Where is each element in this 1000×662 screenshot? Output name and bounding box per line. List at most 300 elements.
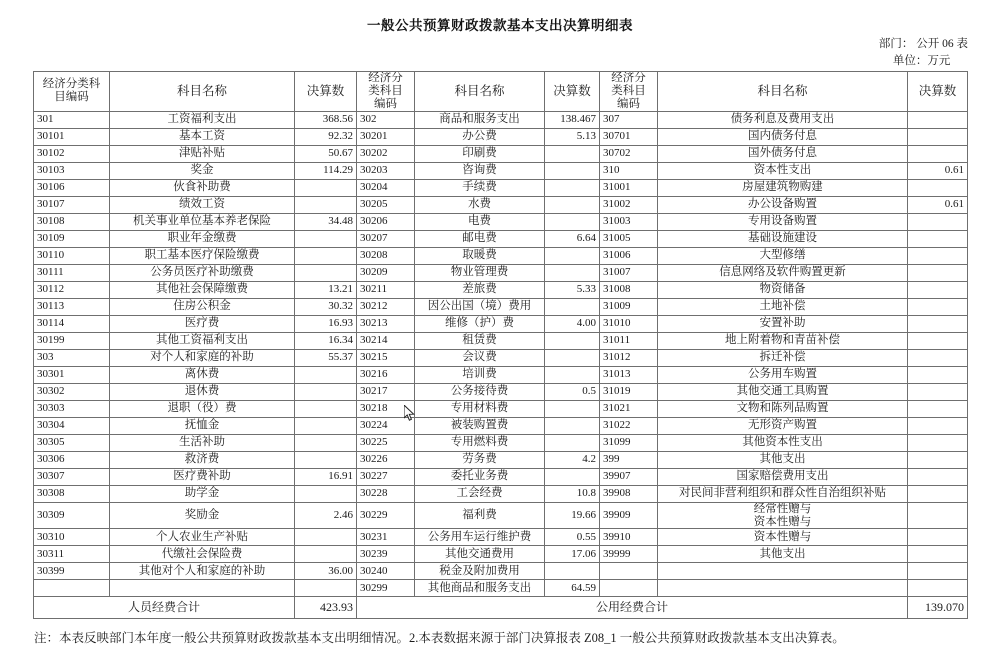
row-name-col2: 差旅费 (415, 281, 545, 298)
row-amount-col1: 16.34 (295, 332, 357, 349)
header-amount-1: 决算数 (295, 72, 357, 112)
row-name-col3: 资本性赠与 (658, 529, 908, 546)
row-code-col1: 30102 (34, 145, 110, 162)
row-amount-col2: 5.13 (545, 128, 600, 145)
table-row (34, 315, 968, 332)
row-code-col3: 31010 (600, 315, 658, 332)
row-code-col2: 30213 (357, 315, 415, 332)
row-code-col3: 39910 (600, 529, 658, 546)
row-code-col1: 30302 (34, 383, 110, 400)
row-amount-col1: 16.93 (295, 315, 357, 332)
table-row (34, 162, 968, 179)
table-row (34, 111, 968, 128)
row-amount-col2: 6.64 (545, 230, 600, 247)
row-name-col1: 离休费 (110, 366, 295, 383)
row-code-col2: 30299 (357, 580, 415, 597)
table-row (34, 332, 968, 349)
header-code-2 (357, 72, 415, 112)
row-code-col2: 30206 (357, 213, 415, 230)
row-amount-col1: 36.00 (295, 563, 357, 580)
row-code-col1: 303 (34, 349, 110, 366)
row-amount-col1: 2.46 (295, 502, 357, 529)
row-code-col2: 30225 (357, 434, 415, 451)
header-code-1-line2: 目编码 (54, 91, 89, 104)
row-amount-col1: 30.32 (295, 298, 357, 315)
row-amount-col3 (908, 213, 968, 230)
row-name-col1: 住房公积金 (110, 298, 295, 315)
row-amount-col3 (908, 451, 968, 468)
row-amount-col2 (545, 298, 600, 315)
row-amount-col2 (545, 179, 600, 196)
row-amount-col2 (545, 145, 600, 162)
row-name-col1: 助学金 (110, 485, 295, 502)
row-name-col3: 办公设备购置 (658, 196, 908, 213)
row-code-col3: 31011 (600, 332, 658, 349)
row-code-col1: 30112 (34, 281, 110, 298)
row-code-col1: 30109 (34, 230, 110, 247)
row-amount-col2 (545, 366, 600, 383)
row-amount-col2: 4.00 (545, 315, 600, 332)
row-name-col1: 退休费 (110, 383, 295, 400)
row-name-col1: 代缴社会保险费 (110, 546, 295, 563)
row-amount-col1 (295, 383, 357, 400)
row-amount-col2: 138.467 (545, 111, 600, 128)
table-row (34, 145, 968, 162)
header-code-3-line1: 经济分 (611, 72, 646, 84)
row-code-col3: 31005 (600, 230, 658, 247)
row-name-col1: 绩效工资 (110, 196, 295, 213)
table-row (34, 213, 968, 230)
row-name-col2: 劳务费 (415, 451, 545, 468)
row-amount-col3 (908, 264, 968, 281)
row-amount-col1 (295, 580, 357, 597)
row-code-col2: 30214 (357, 332, 415, 349)
public-total-label: 公用经费合计 (357, 597, 908, 619)
row-amount-col2 (545, 264, 600, 281)
table-row (34, 128, 968, 145)
row-name-col2: 被装购置费 (415, 417, 545, 434)
row-name-col2: 培训费 (415, 366, 545, 383)
row-amount-col3 (908, 529, 968, 546)
row-name-col2: 办公费 (415, 128, 545, 145)
row-code-col3: 31008 (600, 281, 658, 298)
row-amount-col3 (908, 247, 968, 264)
row-amount-col2: 0.55 (545, 529, 600, 546)
row-code-col1: 30304 (34, 417, 110, 434)
row-name-col1: 其他工资福利支出 (110, 332, 295, 349)
row-code-col1: 30305 (34, 434, 110, 451)
row-name-col1: 其他社会保障缴费 (110, 281, 295, 298)
totals-row (34, 597, 968, 619)
row-amount-col2 (545, 196, 600, 213)
row-code-col3: 39908 (600, 485, 658, 502)
row-code-col2: 30218 (357, 400, 415, 417)
row-name-col3: 房屋建筑物购建 (658, 179, 908, 196)
row-amount-col1 (295, 529, 357, 546)
row-name-col2: 电费 (415, 213, 545, 230)
row-amount-col1: 34.48 (295, 213, 357, 230)
row-code-col1: 30301 (34, 366, 110, 383)
table-row (34, 196, 968, 213)
row-name-col3: 信息网络及软件购置更新 (658, 264, 908, 281)
row-code-col3: 31099 (600, 434, 658, 451)
row-name-col1: 个人农业生产补贴 (110, 529, 295, 546)
row-name-col3: 其他支出 (658, 451, 908, 468)
row-amount-col3: 0.61 (908, 196, 968, 213)
row-name-col3: 国家赔偿费用支出 (658, 468, 908, 485)
table-footer (34, 597, 968, 619)
row-code-col2: 30239 (357, 546, 415, 563)
row-code-col1: 30113 (34, 298, 110, 315)
row-name-col2: 咨询费 (415, 162, 545, 179)
row-name-col1 (110, 580, 295, 597)
row-name-col2: 委托业务费 (415, 468, 545, 485)
row-code-col2: 30216 (357, 366, 415, 383)
row-amount-col3: 0.61 (908, 162, 968, 179)
row-code-col2: 30224 (357, 417, 415, 434)
row-code-col1: 30308 (34, 485, 110, 502)
row-name-col2: 租赁费 (415, 332, 545, 349)
row-amount-col2: 10.8 (545, 485, 600, 502)
row-code-col1: 30114 (34, 315, 110, 332)
row-amount-col3 (908, 179, 968, 196)
row-amount-col1 (295, 546, 357, 563)
row-name-col2: 维修（护）费 (415, 315, 545, 332)
header-name-1: 科目名称 (110, 72, 295, 112)
table-row (34, 468, 968, 485)
row-code-col2: 30205 (357, 196, 415, 213)
row-name-col3: 无形资产购置 (658, 417, 908, 434)
public-total-value: 139.070 (908, 597, 968, 619)
row-amount-col1 (295, 485, 357, 502)
row-code-col2: 302 (357, 111, 415, 128)
row-amount-col1: 13.21 (295, 281, 357, 298)
table-row (34, 230, 968, 247)
row-code-col2: 30209 (357, 264, 415, 281)
row-amount-col2: 4.2 (545, 451, 600, 468)
table-row (34, 580, 968, 597)
row-amount-col1 (295, 417, 357, 434)
row-amount-col3 (908, 468, 968, 485)
table-row (34, 349, 968, 366)
row-name-col1: 医疗费补助 (110, 468, 295, 485)
row-name-col3: 专用设备购置 (658, 213, 908, 230)
row-name-col1: 工资福利支出 (110, 111, 295, 128)
row-amount-col3 (908, 400, 968, 417)
row-name-col3: 土地补偿 (658, 298, 908, 315)
row-code-col1: 30110 (34, 247, 110, 264)
row-name-col3 (658, 580, 908, 597)
table-header (34, 72, 968, 112)
row-code-col1 (34, 580, 110, 597)
row-name-col2: 其他商品和服务支出 (415, 580, 545, 597)
header-code-3-line3: 编码 (617, 97, 640, 110)
row-amount-col1: 16.91 (295, 468, 357, 485)
row-amount-col1 (295, 264, 357, 281)
row-code-col2: 30204 (357, 179, 415, 196)
row-amount-col2: 64.59 (545, 580, 600, 597)
row-name-col3: 国外债务付息 (658, 145, 908, 162)
row-name-col2: 邮电费 (415, 230, 545, 247)
row-code-col1: 30306 (34, 451, 110, 468)
row-code-col3: 31001 (600, 179, 658, 196)
footer-note: 注：本表反映部门本年度一般公共预算财政拨款基本支出明细情况。2.本表数据来源于部门决算报表 Z08_1 一般公共预算财政拨款基本支出决算表。 (34, 631, 845, 645)
row-amount-col2: 17.06 (545, 546, 600, 563)
row-code-col2: 30203 (357, 162, 415, 179)
row-amount-col1 (295, 434, 357, 451)
row-amount-col2 (545, 468, 600, 485)
row-amount-col3 (908, 417, 968, 434)
row-code-col3: 39907 (600, 468, 658, 485)
row-name-col3: 文物和陈列品购置 (658, 400, 908, 417)
header-code-1-line1: 经济分类科 (42, 78, 101, 91)
row-name-col3 (658, 563, 908, 580)
row-name-col1: 对个人和家庭的补助 (110, 349, 295, 366)
row-amount-col2 (545, 349, 600, 366)
row-amount-col2 (545, 417, 600, 434)
row-code-col3: 399 (600, 451, 658, 468)
row-code-col3: 310 (600, 162, 658, 179)
row-name-col3: 债务利息及费用支出 (658, 111, 908, 128)
row-amount-col3 (908, 315, 968, 332)
row-amount-col2 (545, 332, 600, 349)
row-code-col1: 30106 (34, 179, 110, 196)
row-amount-col3 (908, 128, 968, 145)
row-amount-col1: 50.67 (295, 145, 357, 162)
row-code-col2: 30229 (357, 502, 415, 529)
row-code-col2: 30211 (357, 281, 415, 298)
header-code-2-line1: 经济分 (368, 72, 403, 84)
document-meta (879, 36, 968, 70)
table-row (34, 179, 968, 196)
table-row (34, 451, 968, 468)
table-row (34, 383, 968, 400)
row-name-col2: 水费 (415, 196, 545, 213)
row-name-col1: 职工基本医疗保险缴费 (110, 247, 295, 264)
row-amount-col2: 0.5 (545, 383, 600, 400)
row-code-col1: 30103 (34, 162, 110, 179)
table-row (34, 247, 968, 264)
row-code-col3: 31007 (600, 264, 658, 281)
row-name-col1: 奖金 (110, 162, 295, 179)
row-name-col1: 医疗费 (110, 315, 295, 332)
row-name-col2: 印刷费 (415, 145, 545, 162)
row-amount-col1: 114.29 (295, 162, 357, 179)
row-name-col3: 公务用车购置 (658, 366, 908, 383)
row-amount-col1 (295, 247, 357, 264)
row-code-col3 (600, 563, 658, 580)
row-amount-col3 (908, 502, 968, 529)
row-name-col1: 奖励金 (110, 502, 295, 529)
table-row (34, 563, 968, 580)
header-code-1 (34, 72, 110, 112)
row-name-col3: 国内债务付息 (658, 128, 908, 145)
row-code-col1: 30111 (34, 264, 110, 281)
row-code-col3: 39909 (600, 502, 658, 529)
meta-department: 部门： 公开 06 表 (878, 38, 968, 50)
row-code-col1: 301 (34, 111, 110, 128)
personnel-total-label: 人员经费合计 (34, 597, 295, 619)
row-name-col2: 税金及附加费用 (415, 563, 545, 580)
row-amount-col3 (908, 230, 968, 247)
row-name-col1: 救济费 (110, 451, 295, 468)
row-name-col2: 公务接待费 (415, 383, 545, 400)
row-name-col1: 公务员医疗补助缴费 (110, 264, 295, 281)
row-name-col3: 安置补助 (658, 315, 908, 332)
row-name-col1: 职业年金缴费 (110, 230, 295, 247)
header-amount-2: 决算数 (545, 72, 600, 112)
table-row (34, 281, 968, 298)
row-code-col3: 31019 (600, 383, 658, 400)
row-amount-col3 (908, 485, 968, 502)
row-amount-col1: 55.37 (295, 349, 357, 366)
row-code-col3: 39999 (600, 546, 658, 563)
row-code-col3: 30701 (600, 128, 658, 145)
row-amount-col3 (908, 434, 968, 451)
row-amount-col3 (908, 332, 968, 349)
row-code-col3: 31006 (600, 247, 658, 264)
row-code-col3: 31012 (600, 349, 658, 366)
row-name-col1: 津贴补贴 (110, 145, 295, 162)
row-name-col2: 取暖费 (415, 247, 545, 264)
row-code-col3: 31009 (600, 298, 658, 315)
row-name-col1: 基本工资 (110, 128, 295, 145)
row-name-col2: 物业管理费 (415, 264, 545, 281)
row-amount-col3 (908, 298, 968, 315)
row-amount-col3 (908, 563, 968, 580)
row-code-col2: 30240 (357, 563, 415, 580)
row-amount-col1: 368.56 (295, 111, 357, 128)
row-name-col2: 手续费 (415, 179, 545, 196)
row-name-col3: 拆迁补偿 (658, 349, 908, 366)
table-row (34, 529, 968, 546)
row-name-col2: 公务用车运行维护费 (415, 529, 545, 546)
row-name-col3: 对民间非营利组织和群众性自治组织补贴 (658, 485, 908, 502)
row-amount-col1 (295, 451, 357, 468)
row-code-col2: 30215 (357, 349, 415, 366)
row-code-col1: 30399 (34, 563, 110, 580)
row-amount-col1 (295, 179, 357, 196)
row-name-col2: 专用材料费 (415, 400, 545, 417)
row-code-col2: 30208 (357, 247, 415, 264)
row-code-col3: 30702 (600, 145, 658, 162)
row-amount-col1 (295, 196, 357, 213)
row-amount-col2 (545, 162, 600, 179)
budget-table (33, 71, 968, 619)
meta-unit: 单位：万元 (892, 55, 951, 67)
row-code-col3: 31003 (600, 213, 658, 230)
row-code-col1: 30101 (34, 128, 110, 145)
row-code-col3: 31002 (600, 196, 658, 213)
row-code-col1: 30303 (34, 400, 110, 417)
row-code-col3: 31022 (600, 417, 658, 434)
row-amount-col2: 19.66 (545, 502, 600, 529)
header-name-2: 科目名称 (415, 72, 545, 112)
row-code-col1: 30310 (34, 529, 110, 546)
row-amount-col3 (908, 281, 968, 298)
table-row (34, 366, 968, 383)
header-name-3: 科目名称 (658, 72, 908, 112)
row-code-col2: 30202 (357, 145, 415, 162)
row-amount-col1: 92.32 (295, 128, 357, 145)
row-name-col2: 其他交通费用 (415, 546, 545, 563)
row-name-col2: 专用燃料费 (415, 434, 545, 451)
row-name-col3: 资本性支出 (658, 162, 908, 179)
row-name-col3: 其他资本性支出 (658, 434, 908, 451)
row-code-col1: 30108 (34, 213, 110, 230)
row-name-col3: 基础设施建设 (658, 230, 908, 247)
table-row (34, 400, 968, 417)
row-code-col2: 30228 (357, 485, 415, 502)
row-code-col3: 307 (600, 111, 658, 128)
row-amount-col3 (908, 383, 968, 400)
row-code-col1: 30311 (34, 546, 110, 563)
row-code-col2: 30207 (357, 230, 415, 247)
row-name-col1: 其他对个人和家庭的补助 (110, 563, 295, 580)
row-amount-col3 (908, 145, 968, 162)
row-amount-col3 (908, 349, 968, 366)
row-code-col2: 30212 (357, 298, 415, 315)
table-body (34, 111, 968, 597)
personnel-total-value: 423.93 (295, 597, 357, 619)
row-name-col1: 抚恤金 (110, 417, 295, 434)
table-row (34, 502, 968, 529)
table-row (34, 264, 968, 281)
row-amount-col2: 5.33 (545, 281, 600, 298)
table-row (34, 485, 968, 502)
row-name-col2: 因公出国（境）费用 (415, 298, 545, 315)
row-code-col2: 30227 (357, 468, 415, 485)
row-name-col3: 经常性赠与 资本性赠与 (658, 502, 908, 529)
row-amount-col3 (908, 366, 968, 383)
header-code-2-line3: 编码 (374, 97, 397, 110)
row-code-col3 (600, 580, 658, 597)
row-code-col3: 31021 (600, 400, 658, 417)
row-name-col2: 福利费 (415, 502, 545, 529)
row-name-col3: 其他交通工具购置 (658, 383, 908, 400)
row-code-col2: 30201 (357, 128, 415, 145)
row-code-col2: 30231 (357, 529, 415, 546)
header-code-3 (600, 72, 658, 112)
row-amount-col3 (908, 546, 968, 563)
row-code-col1: 30107 (34, 196, 110, 213)
row-code-col2: 30226 (357, 451, 415, 468)
table-row (34, 298, 968, 315)
row-code-col1: 30307 (34, 468, 110, 485)
row-name-col1: 机关事业单位基本养老保险 (110, 213, 295, 230)
row-amount-col1 (295, 230, 357, 247)
row-code-col2: 30217 (357, 383, 415, 400)
table-row (34, 417, 968, 434)
header-code-3-line2: 类科目 (611, 84, 646, 97)
row-amount-col2 (545, 563, 600, 580)
page-title: 一般公共预算财政拨款基本支出决算明细表 (367, 18, 633, 33)
row-code-col3: 31013 (600, 366, 658, 383)
row-amount-col3 (908, 111, 968, 128)
row-name-col2: 商品和服务支出 (415, 111, 545, 128)
row-name-col3: 地上附着物和青苗补偿 (658, 332, 908, 349)
row-code-col1: 30309 (34, 502, 110, 529)
row-amount-col3 (908, 580, 968, 597)
row-amount-col1 (295, 400, 357, 417)
row-name-col1: 伙食补助费 (110, 179, 295, 196)
header-amount-3: 决算数 (908, 72, 968, 112)
row-name-col3: 物资储备 (658, 281, 908, 298)
row-amount-col2 (545, 213, 600, 230)
header-code-2-line2: 类科目 (368, 84, 403, 97)
row-amount-col1 (295, 366, 357, 383)
row-code-col1: 30199 (34, 332, 110, 349)
